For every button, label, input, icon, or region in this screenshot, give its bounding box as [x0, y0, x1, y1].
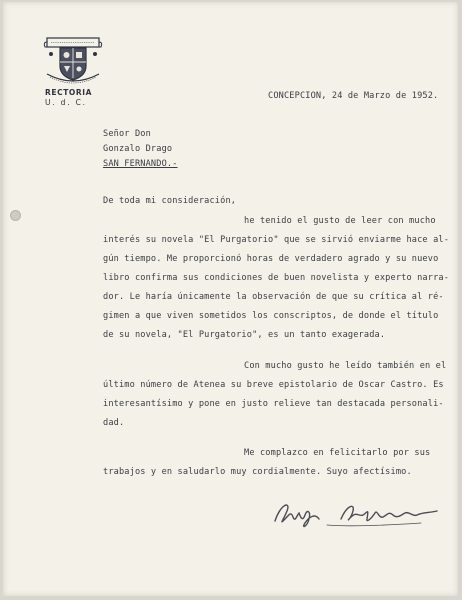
university-seal-icon	[43, 30, 103, 86]
body-line: dor. Le haría únicamente la observación de que su crítica al ré-	[103, 292, 444, 302]
office-label: RECTORIA	[45, 88, 93, 97]
body-line: último número de Atenea su breve epistolario de Oscar Castro. Es	[103, 380, 444, 390]
recipient-name: Gonzalo Drago	[103, 144, 173, 154]
body-line: Con mucho gusto he leído también en el	[244, 361, 447, 371]
body-line: interés su novela "El Purgatorio" que se sirvió enviarme hace al-	[103, 235, 450, 245]
body-line: trabajos y en saludarlo muy cordialmente. Suyo afectísimo.	[103, 467, 412, 477]
body-line: Me complazco en felicitarlo por sus	[244, 448, 431, 458]
body-line: libro confirma sus condiciones de buen novelista y experto narra-	[103, 273, 450, 283]
recipient-city: SAN FERNANDO.-	[103, 159, 178, 169]
salutation: De toda mi consideración,	[103, 196, 237, 206]
recipient-title: Señor Don	[103, 129, 151, 139]
university-initials: U. d. C.	[45, 98, 87, 107]
body-line: de su novela, "El Purgatorio", es un tanto exagerada.	[103, 330, 386, 340]
letter-page	[3, 2, 458, 596]
body-line: gún tiempo. Me proporcionó horas de verdadero agrado y su nuevo	[103, 254, 439, 264]
body-line: interesantísimo y pone en justo relieve tan destacada personali-	[103, 399, 444, 409]
body-line: gimen a que viven sometidos los conscriptos, de donde el título	[103, 311, 439, 321]
dateline: CONCEPCION, 24 de Marzo de 1952.	[268, 91, 439, 101]
body-line: he tenido el gusto de leer con mucho	[244, 216, 436, 226]
handwritten-signature	[271, 497, 441, 531]
body-line: dad.	[103, 418, 125, 428]
punch-hole	[10, 210, 21, 221]
